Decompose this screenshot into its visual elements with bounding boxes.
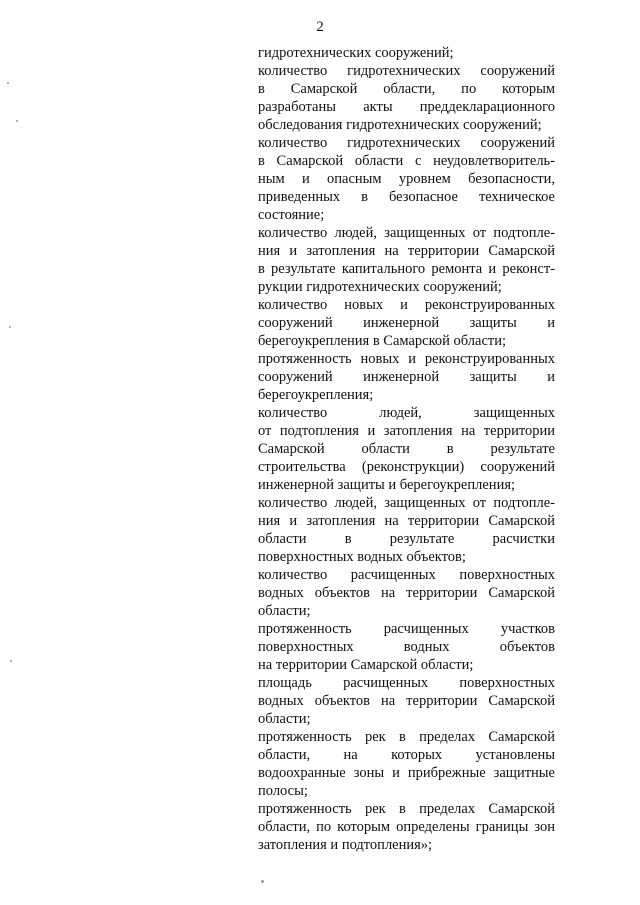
text-line: в Самарской области с неудовлетворитель- <box>258 153 555 169</box>
scan-speck <box>261 880 264 883</box>
text-line: поверхностных водных объектов <box>258 639 555 655</box>
text-line: на территории Самарской области; <box>258 657 474 673</box>
text-line: приведенных в безопасное техническое <box>258 189 555 205</box>
text-line: количество гидротехнических сооружений <box>258 63 555 79</box>
text-line: количество людей, защищенных от подтопле- <box>258 225 555 241</box>
text-line: количество людей, защищенных от подтопле- <box>258 495 555 511</box>
text-line: от подтопления и затопления на территории <box>258 423 555 439</box>
text-line: берегоукрепления в Самарской области; <box>258 333 507 349</box>
text-line: области; <box>258 603 311 619</box>
scan-speck <box>7 82 9 84</box>
text-line: полосы; <box>258 783 308 799</box>
text-line: водных объектов на территории Самарской <box>258 693 555 709</box>
text-line: области, по которым определены границы зон <box>258 819 555 835</box>
text-line: количество гидротехнических сооружений <box>258 135 555 151</box>
text-line: затопления и подтопления»; <box>258 837 433 853</box>
text-line: состояние; <box>258 207 325 223</box>
scan-speck <box>9 326 11 328</box>
text-line: водоохранные зоны и прибрежные защитные <box>258 765 555 781</box>
text-column <box>258 44 555 854</box>
text-line: области, на которых установлены <box>258 747 555 763</box>
text-line: ным и опасным уровнем безопасности, <box>258 171 555 187</box>
text-line: количество расчищенных поверхностных <box>258 567 555 583</box>
text-line: площадь расчищенных поверхностных <box>258 675 555 691</box>
text-line: протяженность рек в пределах Самарской <box>258 801 555 817</box>
text-line: инженерной защиты и берегоукрепления; <box>258 477 516 493</box>
scan-speck <box>16 120 18 122</box>
text-line: рукции гидротехнических сооружений; <box>258 279 502 295</box>
text-line: строительства (реконструкции) сооружений <box>258 459 555 475</box>
text-line: количество новых и реконструированных <box>258 297 555 313</box>
text-line: ния и затопления на территории Самарской <box>258 513 555 529</box>
text-line: в результате капитального ремонта и реконст- <box>258 261 555 277</box>
page-number: 2 <box>316 19 324 35</box>
text-line: области; <box>258 711 311 727</box>
text-line: обследования гидротехнических сооружений; <box>258 117 542 133</box>
text-line: сооружений инженерной защиты и <box>258 315 555 331</box>
text-line: водных объектов на территории Самарской <box>258 585 555 601</box>
text-line: области в результате расчистки <box>258 531 555 547</box>
text-line: в Самарской области, по которым <box>258 81 555 97</box>
text-line: гидротехнических сооружений; <box>258 45 454 61</box>
text-line: разработаны акты преддекларационного <box>258 99 555 115</box>
text-line: ния и затопления на территории Самарской <box>258 243 555 259</box>
text-line: количество людей, защищенных <box>258 405 555 421</box>
text-line: берегоукрепления; <box>258 387 374 403</box>
text-line: поверхностных водных объектов; <box>258 549 466 565</box>
text-line: протяженность расчищенных участков <box>258 621 555 637</box>
scan-speck <box>10 660 12 662</box>
text-line: протяженность рек в пределах Самарской <box>258 729 555 745</box>
text-line: сооружений инженерной защиты и <box>258 369 555 385</box>
text-line: Самарской области в результате <box>258 441 555 457</box>
text-line: протяженность новых и реконструированных <box>258 351 555 367</box>
